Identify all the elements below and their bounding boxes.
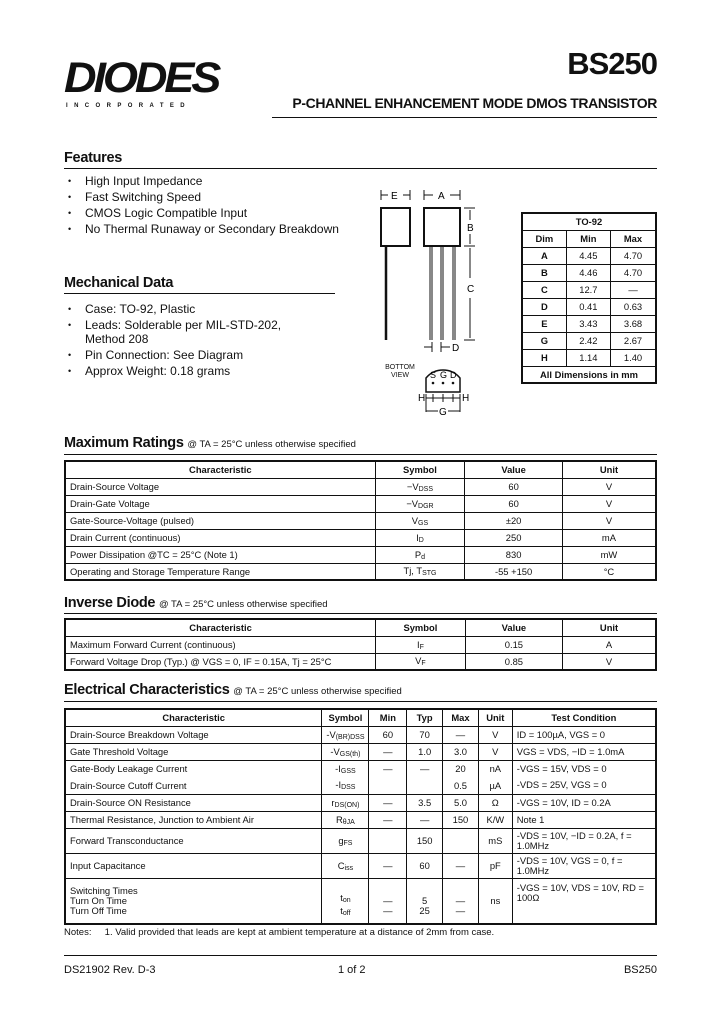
table-row bbox=[65, 777, 656, 794]
max-cell-line: — bbox=[455, 904, 466, 916]
column-header: Max bbox=[443, 709, 479, 726]
typ-cell-line: 5 bbox=[422, 894, 428, 906]
value-cell: 0.15 bbox=[465, 636, 562, 653]
column-header: Min bbox=[566, 230, 610, 247]
logo-subtitle: INCORPORATED bbox=[66, 103, 192, 109]
electrical-characteristics-table bbox=[64, 708, 657, 925]
symbol: -V bbox=[326, 728, 336, 740]
table-cell: 1.40 bbox=[611, 349, 657, 366]
unit-cell: V bbox=[563, 653, 656, 670]
to92-dimension-table bbox=[521, 212, 657, 384]
min-cell-line bbox=[373, 886, 402, 896]
symbol: −V bbox=[406, 497, 419, 509]
section-title: Electrical Characteristics bbox=[64, 682, 230, 698]
list-item: • No Thermal Runaway or Secondary Breakdown bbox=[64, 221, 339, 237]
symbol-subscript: d bbox=[421, 553, 426, 561]
typ-cell bbox=[407, 777, 443, 794]
test-condition-cell: -VDS = 25V, VGS = 0 bbox=[512, 777, 656, 794]
dim-label-h: H bbox=[418, 393, 426, 404]
symbol: V bbox=[415, 655, 422, 667]
symbol: r bbox=[331, 796, 335, 808]
max-cell bbox=[443, 828, 479, 853]
table-cell: 0.63 bbox=[611, 298, 657, 315]
table-cell: E bbox=[522, 315, 566, 332]
section-title: Maximum Ratings bbox=[64, 435, 184, 451]
value-cell: 0.85 bbox=[465, 653, 562, 670]
test-condition-cell: -VGS = 10V, ID = 0.2A bbox=[512, 794, 656, 811]
symbol-cell bbox=[322, 853, 369, 878]
unit-cell: ns bbox=[478, 878, 512, 924]
value-cell: ±20 bbox=[465, 512, 563, 529]
symbol-subscript: F bbox=[421, 660, 426, 668]
characteristic-cell bbox=[65, 878, 322, 924]
list-item: • CMOS Logic Compatible Input bbox=[64, 205, 339, 221]
pin-s: S bbox=[430, 370, 437, 380]
max-cell: 0.5 bbox=[443, 777, 479, 794]
symbol-subscript: DSS bbox=[418, 485, 434, 493]
symbol-cell bbox=[322, 828, 369, 853]
inverse-diode-table bbox=[64, 618, 657, 671]
u-cell: pF bbox=[478, 853, 512, 878]
min-cell: — bbox=[369, 853, 407, 878]
table-cell: — bbox=[611, 281, 657, 298]
symbol: −V bbox=[406, 480, 419, 492]
footer-doc-number: DS21902 Rev. D-3 bbox=[64, 964, 156, 976]
typ-cell: 1.0 bbox=[407, 743, 443, 760]
test-condition-cell: ID = 100µA, VGS = 0 bbox=[512, 726, 656, 743]
footer-part: BS250 bbox=[623, 964, 657, 976]
section-condition: @ TA = 25°C unless otherwise specified bbox=[233, 686, 402, 697]
symbol-cell bbox=[322, 760, 369, 777]
max-ratings-heading bbox=[64, 435, 356, 451]
dim-label-g: G bbox=[439, 407, 447, 418]
max-cell: 5.0 bbox=[443, 794, 479, 811]
pin-d: D bbox=[450, 370, 457, 380]
inverse-diode-heading bbox=[64, 595, 328, 611]
symbol: V bbox=[411, 514, 419, 526]
min-cell: — bbox=[369, 743, 407, 760]
column-header: Characteristic bbox=[65, 709, 322, 726]
symbol-cell bbox=[322, 794, 369, 811]
unit-cell: V bbox=[562, 512, 656, 529]
list-item: • Case: TO-92, Plastic bbox=[64, 302, 324, 316]
list-item: • Leads: Solderable per MIL-STD-202, Method 208 bbox=[64, 318, 324, 346]
max-cell-line: — bbox=[455, 894, 466, 906]
unit-cell: °C bbox=[562, 563, 656, 580]
list-item: • Approx Weight: 0.18 grams bbox=[64, 364, 324, 378]
min-cell: — bbox=[369, 760, 407, 777]
symbol-cell bbox=[376, 653, 466, 670]
part-description: P-CHANNEL ENHANCEMENT MODE DMOS TRANSISTOR bbox=[292, 95, 657, 111]
symbol: I bbox=[416, 638, 420, 650]
symbol-cell bbox=[376, 636, 466, 653]
dim-label-b: B bbox=[467, 223, 474, 234]
table-cell: 3.43 bbox=[566, 315, 610, 332]
u-cell: Ω bbox=[478, 794, 512, 811]
symbol-subscript: FS bbox=[343, 839, 353, 847]
table-row bbox=[522, 247, 656, 264]
table-cell: 4.45 bbox=[566, 247, 610, 264]
value-cell: 60 bbox=[465, 478, 563, 495]
table-cell: B bbox=[522, 264, 566, 281]
characteristic-cell-line: Turn Off Time bbox=[70, 904, 127, 916]
column-header: Characteristic bbox=[65, 461, 375, 478]
symbol-cell-line bbox=[326, 883, 364, 893]
max-cell: — bbox=[443, 853, 479, 878]
table-row bbox=[65, 760, 656, 777]
value-cell: 60 bbox=[465, 495, 563, 512]
characteristic-cell: Forward Transconductance bbox=[65, 828, 322, 853]
column-header: Characteristic bbox=[65, 619, 376, 636]
test-condition-cell: VGS = VDS, −ID = 1.0mA bbox=[512, 743, 656, 760]
symbol: Tj, T bbox=[403, 565, 423, 577]
unit-cell: V bbox=[562, 478, 656, 495]
table-cell: 0.41 bbox=[566, 298, 610, 315]
symbol: -V bbox=[330, 745, 340, 757]
test-condition-cell: -VDS = 10V, VGS = 0, f = 1.0MHz bbox=[512, 853, 656, 878]
part-number: BS250 bbox=[567, 46, 657, 81]
symbol-subscript: iss bbox=[344, 864, 354, 872]
dim-label-h: H bbox=[462, 393, 470, 404]
list-item: • Pin Connection: See Diagram bbox=[64, 348, 324, 362]
features-list bbox=[64, 173, 339, 237]
symbol-subscript: DGR bbox=[418, 502, 434, 510]
column-header: Min bbox=[369, 709, 407, 726]
symbol: -I bbox=[335, 779, 342, 791]
symbol: -I bbox=[335, 762, 341, 774]
unit-cell: mA bbox=[562, 529, 656, 546]
bottom-view-label: BOTTOM VIEW bbox=[385, 364, 415, 379]
min-cell: — bbox=[369, 794, 407, 811]
table-row bbox=[65, 529, 656, 546]
symbol: I bbox=[416, 531, 419, 543]
table-row bbox=[65, 653, 656, 670]
min-cell bbox=[369, 777, 407, 794]
test-condition-cell: -VGS = 15V, VDS = 0 bbox=[512, 760, 656, 777]
column-header: Unit bbox=[562, 461, 656, 478]
max-cell: 3.0 bbox=[443, 743, 479, 760]
characteristic-cell: Drain-Source Voltage bbox=[65, 478, 375, 495]
table-row bbox=[65, 743, 656, 760]
typ-cell: 150 bbox=[407, 828, 443, 853]
table-cell: 4.46 bbox=[566, 264, 610, 281]
table-row bbox=[65, 563, 656, 580]
min-cell bbox=[369, 878, 407, 924]
symbol-cell bbox=[375, 495, 465, 512]
value-cell: 830 bbox=[465, 546, 563, 563]
characteristic-cell-line: Turn On Time bbox=[70, 894, 127, 906]
table-row bbox=[65, 726, 656, 743]
symbol-cell bbox=[375, 478, 465, 495]
symbol-cell-line bbox=[326, 893, 364, 906]
typ-cell: 3.5 bbox=[407, 794, 443, 811]
symbol: R bbox=[335, 813, 343, 825]
value-cell: 250 bbox=[465, 529, 563, 546]
symbol-cell bbox=[322, 777, 369, 794]
min-cell: — bbox=[369, 811, 407, 828]
typ-cell: — bbox=[407, 811, 443, 828]
column-header: Value bbox=[465, 461, 563, 478]
characteristic-cell: Operating and Storage Temperature Range bbox=[65, 563, 375, 580]
symbol-cell-line bbox=[326, 906, 364, 919]
symbol-cell bbox=[375, 512, 465, 529]
table-cell: 1.14 bbox=[566, 349, 610, 366]
footer-page: 1 of 2 bbox=[338, 964, 366, 976]
symbol-cell bbox=[375, 563, 465, 580]
typ-cell: 70 bbox=[407, 726, 443, 743]
divider bbox=[64, 613, 657, 614]
symbol-subscript: GS bbox=[418, 519, 429, 527]
symbol-subscript: GSS bbox=[340, 767, 356, 775]
symbol: g bbox=[338, 834, 344, 846]
symbol-cell bbox=[375, 529, 465, 546]
header-row bbox=[65, 461, 656, 478]
symbol-cell bbox=[375, 546, 465, 563]
column-header: Max bbox=[611, 230, 657, 247]
electrical-heading bbox=[64, 682, 402, 698]
table-row bbox=[522, 264, 656, 281]
characteristic-cell: Drain-Source Breakdown Voltage bbox=[65, 726, 322, 743]
table-row bbox=[65, 811, 656, 828]
min-cell-line: — bbox=[383, 894, 393, 906]
table-cell: D bbox=[522, 298, 566, 315]
symbol-subscript: D bbox=[418, 536, 424, 544]
table-cell: C bbox=[522, 281, 566, 298]
characteristic-cell: Maximum Forward Current (continuous) bbox=[65, 636, 376, 653]
dim-label-c: C bbox=[467, 284, 475, 295]
dim-label-e: E bbox=[391, 191, 398, 202]
table-cell: 12.7 bbox=[566, 281, 610, 298]
characteristic-cell: Input Capacitance bbox=[65, 853, 322, 878]
table-cell: A bbox=[522, 247, 566, 264]
table-row bbox=[65, 546, 656, 563]
column-header: Test Condition bbox=[512, 709, 656, 726]
u-cell: V bbox=[478, 726, 512, 743]
column-header: Value bbox=[465, 619, 562, 636]
u-cell: µA bbox=[478, 777, 512, 794]
table-row bbox=[522, 332, 656, 349]
characteristic-cell: Drain-Gate Voltage bbox=[65, 495, 375, 512]
symbol-subscript: θJA bbox=[342, 818, 355, 826]
characteristic-cell: Drain-Source Cutoff Current bbox=[65, 777, 322, 794]
divider bbox=[64, 168, 657, 169]
divider bbox=[64, 454, 657, 455]
table-cell: 2.42 bbox=[566, 332, 610, 349]
to92-package-diagram bbox=[360, 180, 490, 425]
characteristic-cell: Drain-Source ON Resistance bbox=[65, 794, 322, 811]
header-row bbox=[65, 709, 656, 726]
table-row-switching bbox=[65, 878, 656, 924]
table-cell: G bbox=[522, 332, 566, 349]
max-ratings-table bbox=[64, 460, 657, 581]
test-condition-cell: -VGS = 10V, VDS = 10V, RD = 100Ω bbox=[512, 878, 656, 924]
symbol-subscript: (BR)DSS bbox=[335, 733, 365, 741]
test-condition-cell: -VDS = 10V, −ID = 0.2A, f = 1.0MHz bbox=[512, 828, 656, 853]
symbol-subscript: on bbox=[342, 896, 351, 904]
table-cell: 3.68 bbox=[611, 315, 657, 332]
section-condition: @ TA = 25°C unless otherwise specified bbox=[158, 599, 328, 610]
symbol-cell bbox=[322, 878, 369, 924]
column-header: Dim bbox=[522, 230, 566, 247]
max-cell: — bbox=[443, 726, 479, 743]
symbol-cell bbox=[322, 726, 369, 743]
table-cell: H bbox=[522, 349, 566, 366]
value-cell: -55 +150 bbox=[465, 563, 563, 580]
characteristic-cell: Gate Threshold Voltage bbox=[65, 743, 322, 760]
table-cell: 4.70 bbox=[611, 247, 657, 264]
dim-table-title: TO-92 bbox=[522, 213, 656, 230]
typ-cell-line bbox=[411, 886, 438, 896]
mechanical-heading: Mechanical Data bbox=[64, 275, 174, 291]
test-condition-cell: Note 1 bbox=[512, 811, 656, 828]
characteristic-cell: Power Dissipation @TC = 25°C (Note 1) bbox=[65, 546, 375, 563]
divider bbox=[64, 701, 657, 702]
table-row bbox=[522, 349, 656, 366]
typ-cell: — bbox=[407, 760, 443, 777]
column-header: Symbol bbox=[322, 709, 369, 726]
characteristic-cell-line: Switching Times bbox=[70, 884, 138, 896]
min-cell-line: — bbox=[383, 904, 393, 916]
dim-table-footer: All Dimensions in mm bbox=[522, 366, 656, 383]
symbol-subscript: DSS bbox=[341, 784, 356, 792]
header-row bbox=[65, 619, 656, 636]
characteristic-cell: Forward Voltage Drop (Typ.) @ VGS = 0, IF = 0.15A, Tj = 25°C bbox=[65, 653, 376, 670]
notes-label: Notes: bbox=[64, 927, 92, 938]
table-row bbox=[65, 478, 656, 495]
divider bbox=[64, 293, 335, 294]
characteristic-cell: Gate-Body Leakage Current bbox=[65, 760, 322, 777]
typ-cell: 60 bbox=[407, 853, 443, 878]
characteristic-cell: Thermal Resistance, Junction to Ambient Air bbox=[65, 811, 322, 828]
unit-cell: V bbox=[562, 495, 656, 512]
section-condition: @ TA = 25°C unless otherwise specified bbox=[187, 439, 356, 450]
characteristic-cell: Gate-Source-Voltage (pulsed) bbox=[65, 512, 375, 529]
table-row bbox=[65, 794, 656, 811]
table-row bbox=[65, 495, 656, 512]
table-row bbox=[65, 853, 656, 878]
note-1: 1. Valid provided that leads are kept at ambient temperature at a distance of 2mm from case. bbox=[104, 927, 495, 938]
table-row bbox=[65, 636, 656, 653]
symbol-subscript: STG bbox=[422, 570, 437, 578]
section-title: Inverse Diode bbox=[64, 595, 156, 611]
symbol-subscript: off bbox=[342, 909, 351, 917]
symbol-cell bbox=[322, 743, 369, 760]
symbol: t bbox=[340, 891, 343, 903]
column-header: Typ bbox=[407, 709, 443, 726]
max-cell-line bbox=[447, 886, 474, 896]
table-cell: 2.67 bbox=[611, 332, 657, 349]
column-header: Symbol bbox=[376, 619, 466, 636]
table-row bbox=[522, 298, 656, 315]
column-header: Unit bbox=[478, 709, 512, 726]
symbol-subscript: DS(ON) bbox=[334, 801, 360, 809]
features-heading: Features bbox=[64, 150, 123, 166]
typ-cell bbox=[407, 878, 443, 924]
symbol: P bbox=[414, 548, 422, 560]
notes bbox=[64, 927, 494, 938]
diodes-logo: DIODES bbox=[64, 54, 219, 102]
dim-label-d: D bbox=[452, 343, 460, 354]
table-row bbox=[522, 315, 656, 332]
unit-cell: A bbox=[563, 636, 656, 653]
typ-cell-line: 25 bbox=[419, 904, 430, 916]
min-cell bbox=[369, 828, 407, 853]
column-header: Symbol bbox=[375, 461, 465, 478]
mechanical-list bbox=[64, 302, 324, 378]
list-item: • Fast Switching Speed bbox=[64, 189, 339, 205]
symbol-cell bbox=[322, 811, 369, 828]
divider bbox=[272, 117, 657, 118]
column-header: Unit bbox=[563, 619, 656, 636]
u-cell: mS bbox=[478, 828, 512, 853]
dim-label-a: A bbox=[438, 191, 445, 202]
symbol: t bbox=[340, 904, 343, 916]
table-row bbox=[65, 512, 656, 529]
min-cell: 60 bbox=[369, 726, 407, 743]
u-cell: K/W bbox=[478, 811, 512, 828]
table-row bbox=[65, 828, 656, 853]
pin-g: G bbox=[440, 370, 448, 380]
table-row bbox=[522, 281, 656, 298]
list-item: • High Input Impedance bbox=[64, 173, 339, 189]
u-cell: nA bbox=[478, 760, 512, 777]
max-cell bbox=[443, 878, 479, 924]
u-cell: V bbox=[478, 743, 512, 760]
unit-cell: mW bbox=[562, 546, 656, 563]
symbol-subscript: F bbox=[419, 643, 424, 651]
max-cell: 150 bbox=[443, 811, 479, 828]
table-cell: 4.70 bbox=[611, 264, 657, 281]
symbol: C bbox=[337, 859, 345, 871]
max-cell: 20 bbox=[443, 760, 479, 777]
characteristic-cell: Drain Current (continuous) bbox=[65, 529, 375, 546]
divider bbox=[64, 955, 657, 956]
symbol-subscript: GS(th) bbox=[339, 750, 361, 758]
